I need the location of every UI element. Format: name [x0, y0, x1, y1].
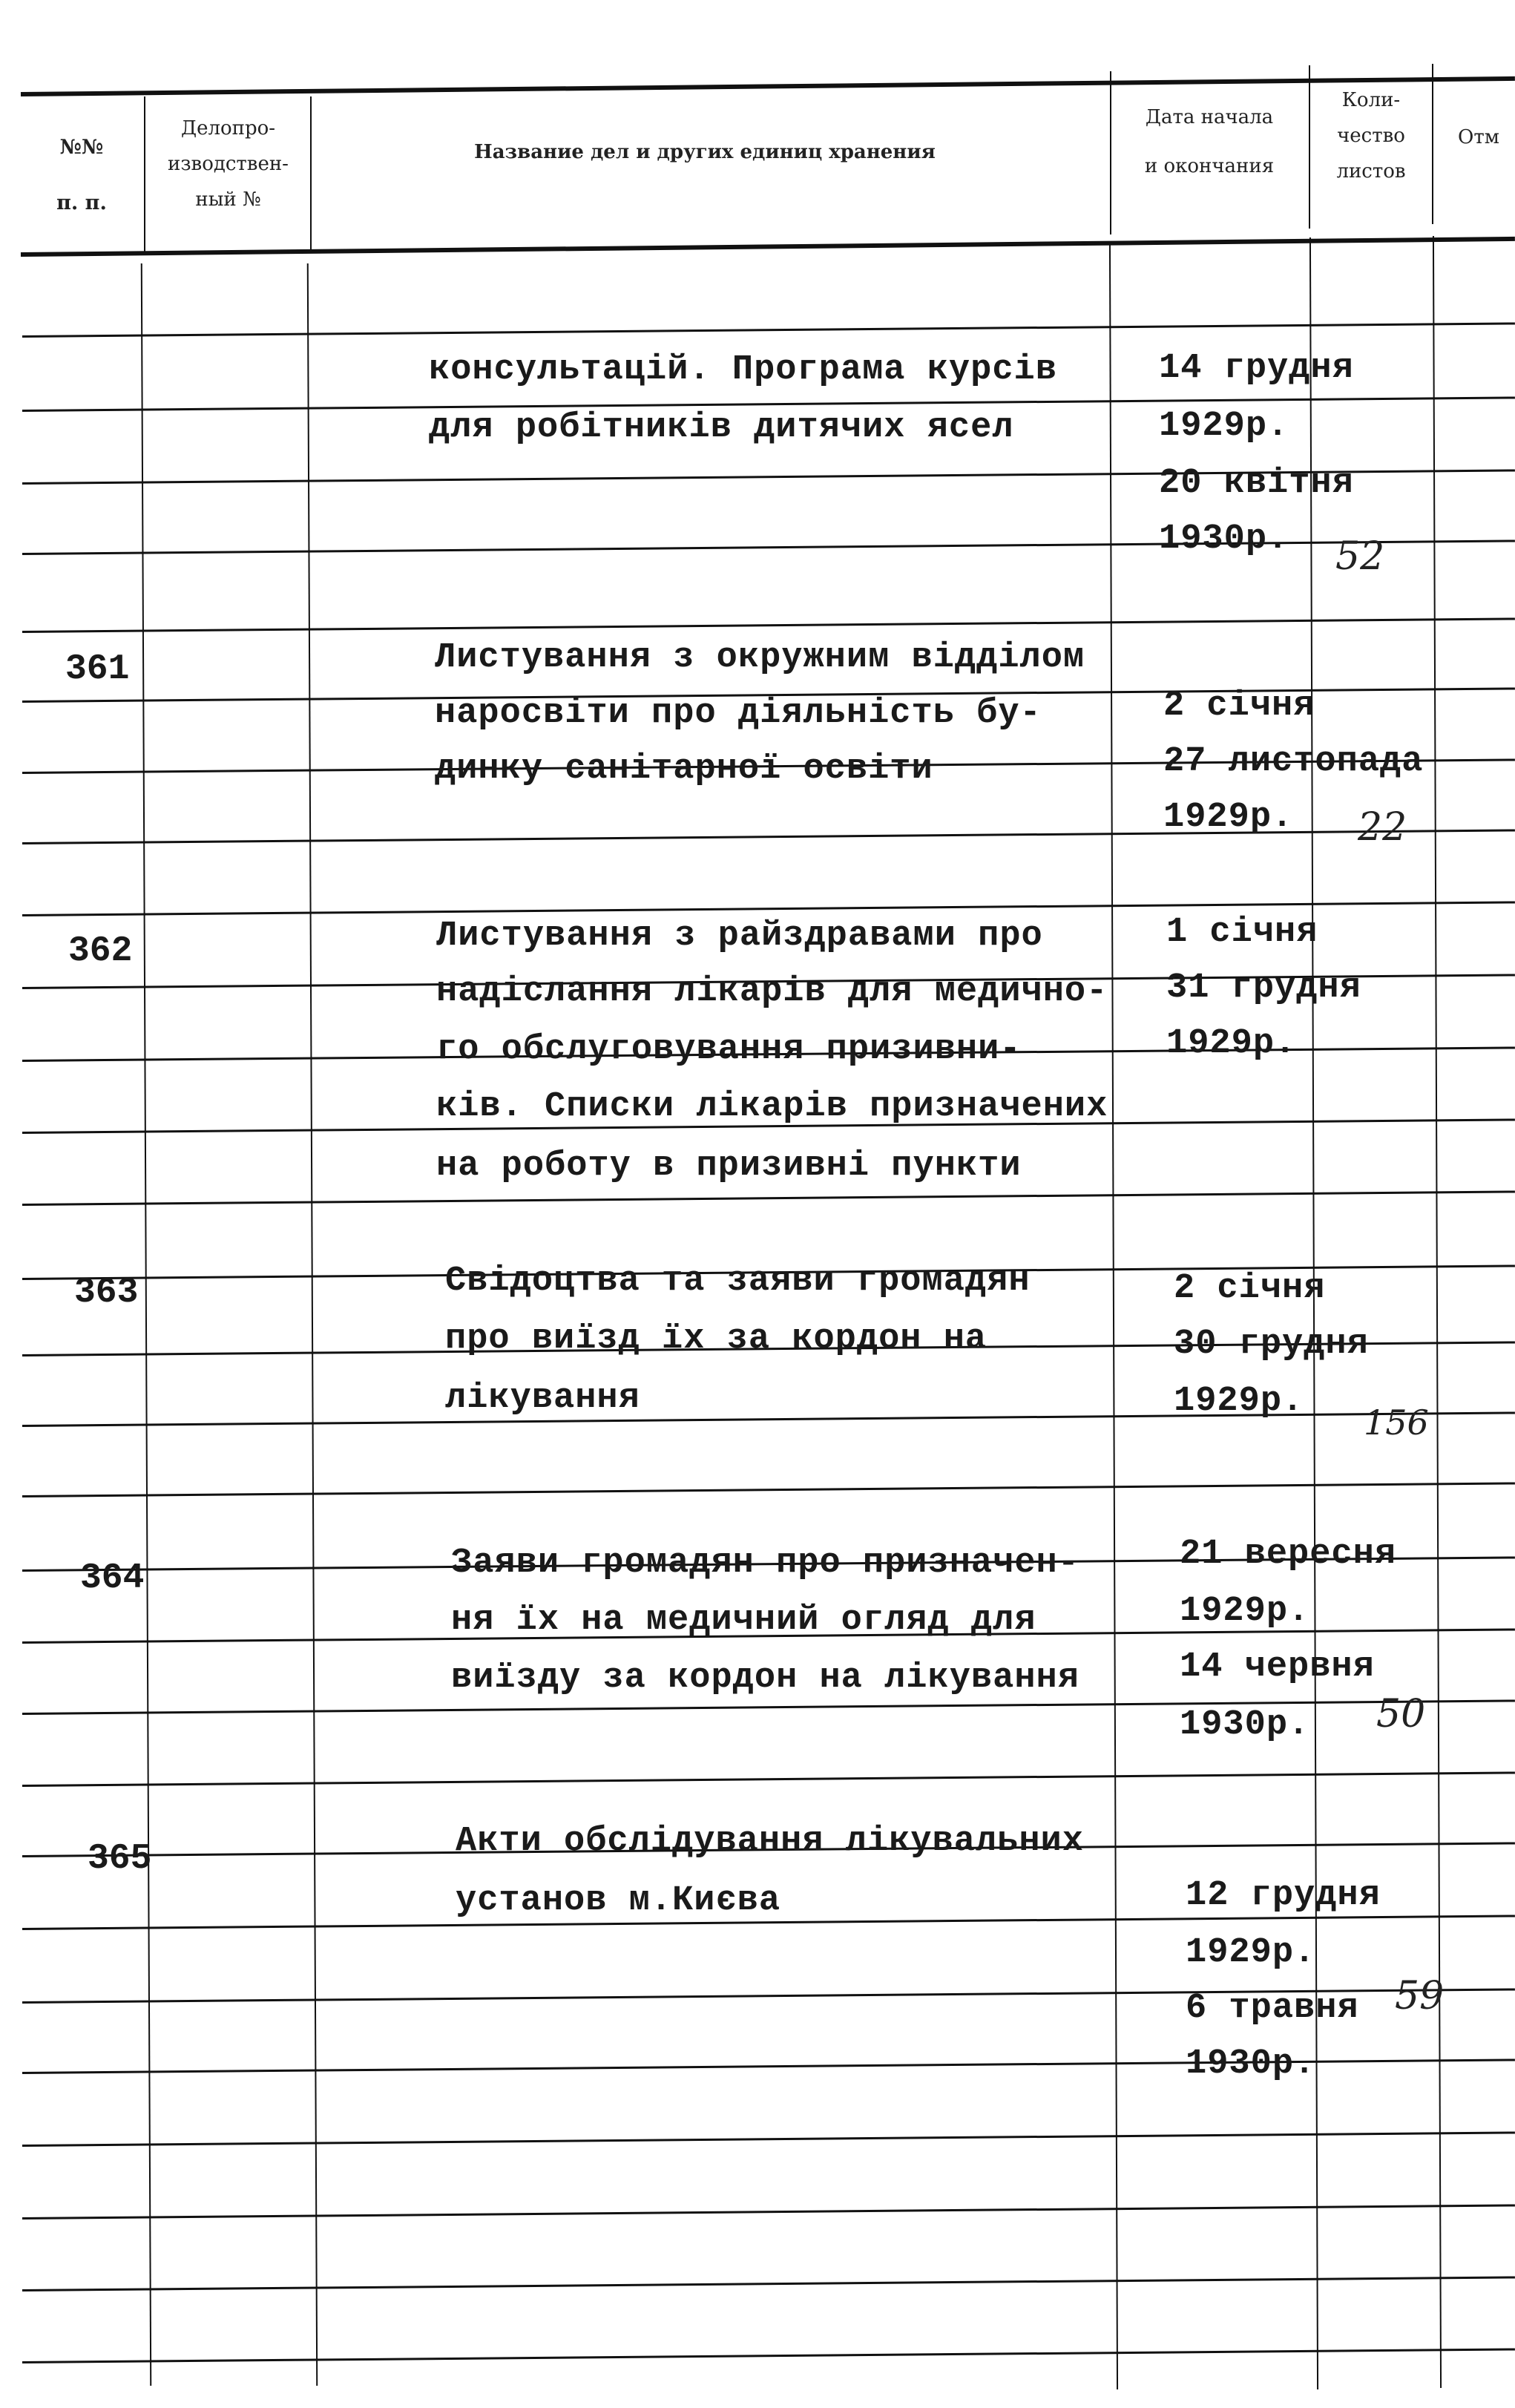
entry-title-line: го обслуговування призивни- [436, 1030, 1022, 1069]
entry-number: 363 [74, 1273, 139, 1313]
header-col-sheets-line3: листов [1336, 160, 1406, 183]
entry-title-line: виїзду за кордон на лікування [451, 1659, 1079, 1698]
entry-number: 364 [80, 1558, 145, 1598]
entry-title-line: на роботу в призивні пункти [436, 1146, 1022, 1186]
header-col-office-line1: Делопро- [180, 117, 276, 140]
entry-date-line: 14 червня [1180, 1647, 1375, 1687]
entry-title-line: Заяви громадян про призначен- [451, 1543, 1079, 1583]
header-col-office-number [148, 119, 308, 209]
entry-title-line: ня їх на медичний огляд для [451, 1601, 1036, 1640]
body-divider-1 [141, 263, 151, 2386]
header-col-title: Название дел и других единиц хранения [474, 141, 936, 163]
body-divider-5 [1433, 236, 1442, 2388]
entry-date-line: 27 листопада [1163, 742, 1424, 781]
header-col-dates [1113, 108, 1306, 176]
entry-sheet-count: 22 [1358, 805, 1407, 850]
entry-number: 365 [88, 1839, 152, 1879]
entry-title-line: Свідоцтва та заяви громадян [445, 1262, 1031, 1301]
entry-date-line: 2 січня [1174, 1269, 1326, 1308]
header-divider-5 [1432, 64, 1433, 224]
header-col-number-line2: п. п. [56, 191, 107, 214]
header-divider-1 [144, 96, 145, 254]
entry-title-line: наросвіти про діяльність бу- [435, 694, 1042, 733]
header-col-office-line2: изводствен- [168, 153, 289, 175]
entry-sheet-count: 156 [1364, 1403, 1429, 1443]
entry-title-line: для робітників дитячих ясел [429, 408, 1014, 447]
header-col-sheets-line1: Коли- [1341, 89, 1401, 111]
entry-title-line: Листування з райздравами про [436, 916, 1043, 956]
header-col-notes: Отм [1458, 126, 1499, 148]
entry-date-line: 2 січня [1163, 686, 1315, 726]
header-col-sheets [1312, 91, 1430, 181]
entry-title-line: Акти обслідування лікувальних [456, 1822, 1084, 1861]
entry-date-line: 1929р. [1174, 1382, 1304, 1421]
header-col-number-line1: №№ [59, 136, 104, 159]
entry-number: 362 [68, 931, 133, 971]
entry-date-line: 1930р. [1159, 519, 1289, 559]
entry-date-line: 12 грудня [1186, 1876, 1381, 1915]
header-divider-4 [1309, 65, 1310, 229]
body-divider-2 [307, 263, 318, 2386]
entry-date-line: 30 грудня [1174, 1325, 1369, 1364]
entry-date-line: 14 грудня [1159, 349, 1354, 388]
entry-title-line: консультацій. Програма курсів [429, 350, 1057, 390]
entry-date-line: 20 квітня [1159, 464, 1354, 503]
entry-date-line: 1929р. [1159, 407, 1289, 446]
entry-title-line: установ м.Києва [456, 1881, 781, 1920]
entry-date-line: 31 грудня [1166, 968, 1361, 1008]
entry-sheet-count: 59 [1395, 1974, 1445, 2018]
entry-title-line: ків. Списки лікарів призначених [436, 1087, 1108, 1126]
entry-date-line: 1930р. [1186, 2044, 1316, 2084]
entry-title-line: динку санітарної освіти [435, 749, 933, 789]
header-divider-2 [310, 96, 312, 252]
entry-date-line: 1929р. [1186, 1933, 1316, 1972]
header-col-office-line3: ный № [195, 188, 261, 211]
entry-date-line: 6 травня [1186, 1989, 1359, 2028]
entry-sheet-count: 52 [1335, 534, 1385, 579]
header-col-number [45, 137, 119, 213]
header-divider-3 [1110, 71, 1111, 234]
header-top-rule [21, 76, 1515, 96]
entry-number: 361 [65, 649, 130, 689]
header-bottom-rule [21, 237, 1515, 257]
entry-date-line: 1 січня [1166, 913, 1318, 952]
entry-date-line: 1929р. [1180, 1592, 1310, 1631]
entry-title-line: лікування [445, 1379, 640, 1418]
header-col-dates-line1: Дата начала [1145, 106, 1274, 128]
entry-title-line: Листування з окружним відділом [435, 638, 1085, 678]
entry-date-line: 1930р. [1180, 1705, 1310, 1745]
entry-date-line: 1929р. [1166, 1024, 1297, 1063]
entry-sheet-count: 50 [1376, 1692, 1426, 1736]
entry-title-line: про виїзд їх за кордон на [445, 1319, 987, 1359]
body-divider-3 [1109, 245, 1118, 2389]
entry-date-line: 21 вересня [1180, 1535, 1397, 1574]
entry-date-line: 1929р. [1163, 798, 1294, 837]
entry-title-line: надіслання лікарів для медично- [436, 972, 1108, 1011]
header-col-sheets-line2: чество [1337, 125, 1405, 147]
header-col-dates-line2: и окончания [1144, 155, 1275, 177]
